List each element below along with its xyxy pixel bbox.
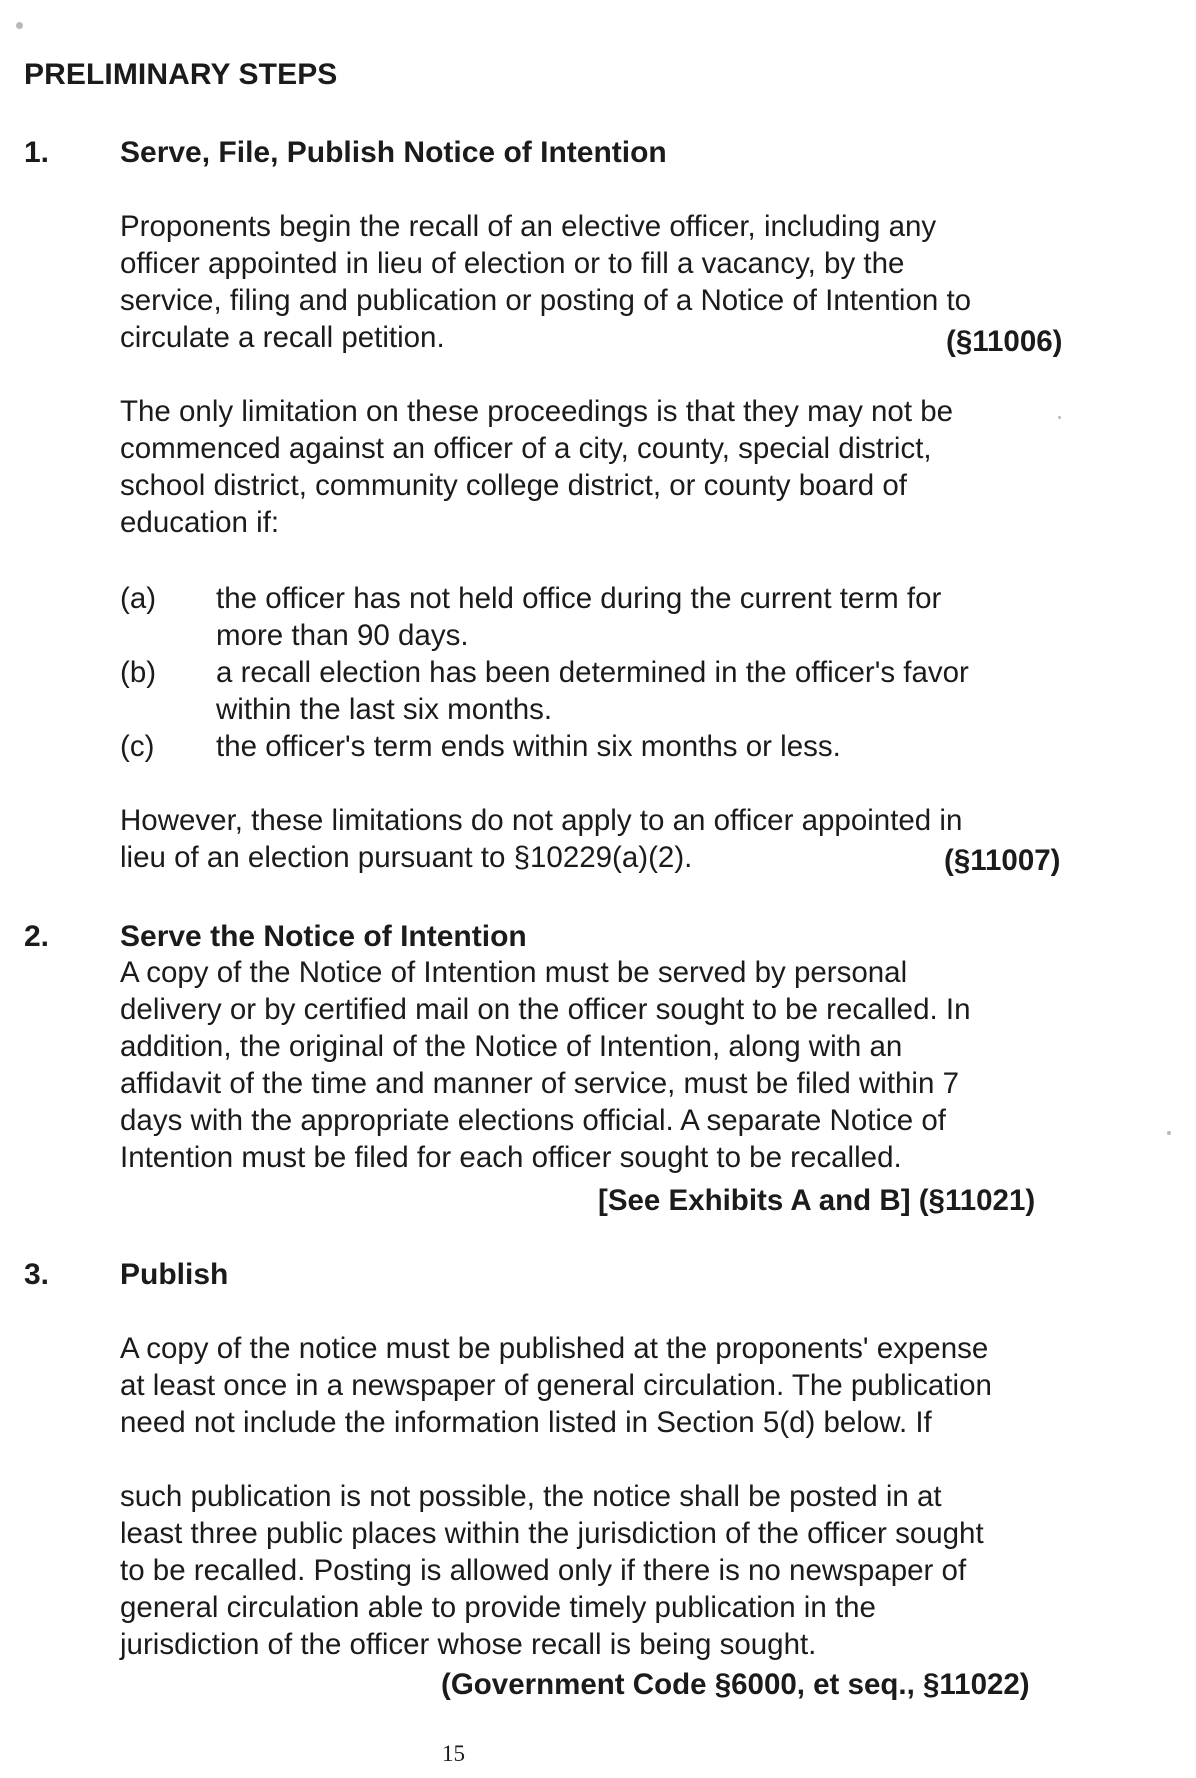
text-line: the officer has not held office during the current term for: [216, 582, 942, 615]
citation-exhibits-11021: [See Exhibits A and B] (§11021): [598, 1184, 1036, 1217]
section-3-paragraph-1: [120, 1330, 1080, 1441]
section-1-paragraph-1: [120, 208, 1080, 356]
text-line: service, filing and publication or posting of a Notice of Intention to: [120, 284, 972, 317]
text-line: education if:: [120, 506, 280, 539]
text-line: a recall election has been determined in the officer's favor: [216, 656, 969, 689]
page-number: 15: [442, 1741, 465, 1766]
citation-11007: (§11007): [944, 844, 1061, 877]
section-1-title: Serve, File, Publish Notice of Intention: [120, 136, 667, 169]
text-line: at least once in a newspaper of general circulation. The publication: [120, 1369, 992, 1402]
text-line: However, these limitations do not apply to an officer appointed in: [120, 804, 963, 837]
section-1-paragraph-3: [120, 802, 1080, 876]
section-2-paragraph: [120, 954, 1080, 1176]
section-3-title: Publish: [120, 1258, 229, 1291]
item-marker: (c): [120, 730, 155, 763]
item-text: [216, 580, 941, 654]
page-heading: PRELIMINARY STEPS: [24, 58, 338, 91]
text-line: within the last six months.: [216, 693, 553, 726]
text-line: least three public places within the jurisdiction of the officer sought: [120, 1517, 984, 1550]
item-marker: (b): [120, 656, 157, 689]
item-marker: (a): [120, 582, 157, 615]
citation-11006: (§11006): [946, 325, 1063, 358]
text-line: A copy of the notice must be published at the proponents' expense: [120, 1332, 989, 1365]
text-line: such publication is not possible, the notice shall be posted in at: [120, 1480, 942, 1513]
text-line: The only limitation on these proceedings is that they may not be: [120, 395, 954, 428]
section-3-number: 3.: [24, 1258, 50, 1291]
text-line: need not include the information listed in Section 5(d) below. If: [120, 1406, 932, 1439]
text-line: the officer's term ends within six months or less.: [216, 730, 841, 763]
item-text: [216, 654, 969, 728]
text-line: affidavit of the time and manner of service, must be filed within 7: [120, 1067, 959, 1100]
citation-government-code: (Government Code §6000, et seq., §11022): [441, 1668, 1030, 1701]
section-3-paragraph-2: [120, 1478, 1080, 1663]
scan-speck: [16, 22, 23, 29]
text-line: circulate a recall petition.: [120, 321, 445, 354]
text-line: days with the appropriate elections official. A separate Notice of: [120, 1104, 946, 1137]
section-1-paragraph-2: [120, 393, 1080, 541]
text-line: general circulation able to provide timely publication in the: [120, 1591, 876, 1624]
item-text: [216, 728, 841, 765]
text-line: Intention must be filed for each officer sought to be recalled.: [120, 1141, 902, 1174]
text-line: school district, community college district, or county board of: [120, 469, 907, 502]
text-line: jurisdiction of the officer whose recall is being sought.: [120, 1628, 817, 1661]
section-1-number: 1.: [24, 136, 50, 169]
scan-speck: [1167, 1131, 1171, 1135]
text-line: Proponents begin the recall of an elective officer, including any: [120, 210, 937, 243]
text-line: addition, the original of the Notice of Intention, along with an: [120, 1030, 903, 1063]
text-line: officer appointed in lieu of election or to fill a vacancy, by the: [120, 247, 905, 280]
section-2-number: 2.: [24, 920, 50, 953]
text-line: delivery or by certified mail on the officer sought to be recalled. In: [120, 993, 971, 1026]
text-line: more than 90 days.: [216, 619, 469, 652]
text-line: A copy of the Notice of Intention must be served by personal: [120, 956, 908, 989]
section-2-title: Serve the Notice of Intention: [120, 920, 527, 953]
text-line: commenced against an officer of a city, county, special district,: [120, 432, 932, 465]
text-line: to be recalled. Posting is allowed only if there is no newspaper of: [120, 1554, 967, 1587]
text-line: lieu of an election pursuant to §10229(a)(2).: [120, 841, 693, 874]
